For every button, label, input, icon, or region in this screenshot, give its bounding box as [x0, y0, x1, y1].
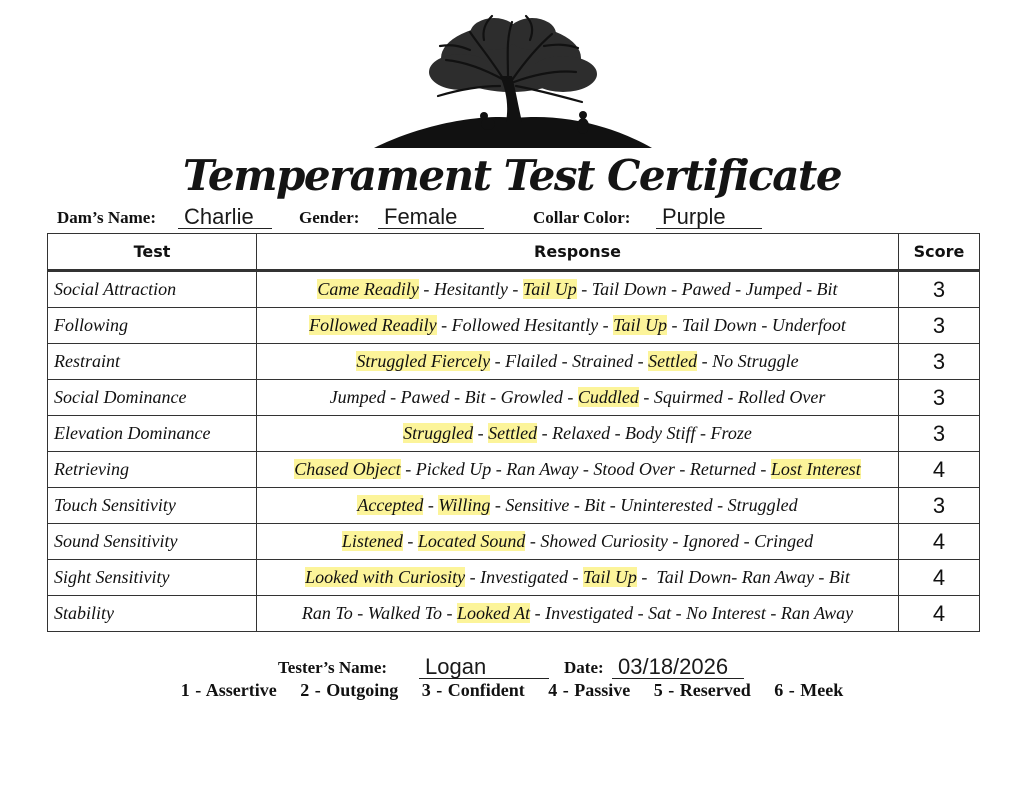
selected-response: Listened [341, 531, 403, 551]
test-name-cell: Sight Sensitivity [48, 560, 257, 596]
scale-item: 6 - Meek [774, 680, 844, 700]
score-cell: 4 [899, 560, 980, 596]
table-row [48, 308, 980, 344]
table-row [48, 452, 980, 488]
scale-item: 4 - Passive [548, 680, 631, 700]
score-cell: 3 [899, 416, 980, 452]
score-cell: 3 [899, 308, 980, 344]
dam-name-label: Dam’s Name: [57, 208, 156, 227]
response-text: - [473, 423, 489, 443]
header-score: Score [899, 234, 980, 271]
score-cell: 3 [899, 488, 980, 524]
response-cell [257, 380, 899, 416]
response-text: - Showed Curiosity - Ignored - Cringed [525, 531, 814, 551]
gender-value[interactable]: Female [378, 205, 484, 229]
scale-item: 2 - Outgoing [300, 680, 399, 700]
response-text: - Investigated - Sat - No Interest - Ran Away [530, 603, 854, 623]
response-cell [257, 452, 899, 488]
response-text: - [423, 495, 439, 515]
selected-response: Settled [648, 351, 698, 371]
selected-response: Tail Up [613, 315, 667, 335]
response-cell [257, 416, 899, 452]
table-row [48, 271, 980, 308]
selected-response: Struggled Fiercely [356, 351, 491, 371]
dam-name-field [57, 203, 272, 229]
test-name-cell: Sound Sensitivity [48, 524, 257, 560]
collar-color-field [533, 203, 763, 229]
collar-color-label: Collar Color: [533, 208, 631, 227]
score-cell: 4 [899, 524, 980, 560]
response-text: - Sensitive - Bit - Uninterested - Struggled [490, 495, 798, 515]
table-row [48, 524, 980, 560]
response-cell [257, 271, 899, 308]
date-label: Date: [564, 658, 604, 677]
response-text: - Tail Down- Ran Away - Bit [636, 567, 850, 587]
table-row [48, 596, 980, 632]
collar-color-value[interactable]: Purple [656, 205, 762, 229]
test-name-cell: Restraint [48, 344, 257, 380]
test-name-cell: Elevation Dominance [48, 416, 257, 452]
test-name-cell: Retrieving [48, 452, 257, 488]
response-text: - Relaxed - Body Stiff - Froze [537, 423, 752, 443]
selected-response: Came Readily [317, 279, 419, 299]
scale-item: 1 - Assertive [180, 680, 277, 700]
tester-name-label: Tester’s Name: [278, 658, 388, 677]
header-response: Response [257, 234, 899, 271]
response-text: Jumped - Pawed - Bit - Growled - [329, 387, 578, 407]
response-text: - Tail Down - Pawed - Jumped - Bit [576, 279, 838, 299]
selected-response: Tail Up [583, 567, 637, 587]
selected-response: Looked At [456, 603, 531, 623]
test-name-cell: Following [48, 308, 257, 344]
table-row [48, 560, 980, 596]
table-row [48, 380, 980, 416]
response-text: Ran To - Walked To - [301, 603, 457, 623]
response-text: - No Struggle [697, 351, 799, 371]
score-cell: 4 [899, 596, 980, 632]
test-name-cell: Social Dominance [48, 380, 257, 416]
response-text: - Hesitantly - [418, 279, 523, 299]
scale-item: 3 - Confident [421, 680, 525, 700]
date-value[interactable]: 03/18/2026 [612, 655, 744, 679]
response-cell [257, 524, 899, 560]
selected-response: Lost Interest [770, 459, 861, 479]
selected-response: Located Sound [417, 531, 526, 551]
selected-response: Willing [438, 495, 491, 515]
score-scale-legend [0, 680, 1024, 701]
response-text: - Squirmed - Rolled Over [638, 387, 826, 407]
score-cell: 3 [899, 380, 980, 416]
score-cell: 4 [899, 452, 980, 488]
table-row [48, 416, 980, 452]
response-cell [257, 560, 899, 596]
selected-response: Followed Readily [309, 315, 437, 335]
response-cell [257, 596, 899, 632]
dog-info-fields [57, 203, 977, 229]
test-name-cell: Touch Sensitivity [48, 488, 257, 524]
temperament-table [47, 233, 980, 632]
score-cell: 3 [899, 271, 980, 308]
gender-label: Gender: [299, 208, 360, 227]
certificate-title: Temperament Test Certificate [182, 151, 842, 200]
response-cell [257, 308, 899, 344]
response-text: - Followed Hesitantly - [436, 315, 614, 335]
tree-with-dogs-silhouette-icon [366, 10, 656, 155]
selected-response: Struggled [403, 423, 474, 443]
selected-response: Settled [488, 423, 538, 443]
response-cell [257, 344, 899, 380]
response-text: - Picked Up - Ran Away - Stood Over - Returned - [400, 459, 771, 479]
table-row [48, 488, 980, 524]
header-test: Test [48, 234, 257, 271]
table-row [48, 344, 980, 380]
gender-field [299, 203, 485, 229]
dam-name-value[interactable]: Charlie [178, 205, 272, 229]
score-cell: 3 [899, 344, 980, 380]
test-name-cell: Stability [48, 596, 257, 632]
response-text: - Flailed - Strained - [490, 351, 649, 371]
selected-response: Accepted [357, 495, 424, 515]
tester-name-value[interactable]: Logan [419, 655, 549, 679]
table-header-row [48, 234, 980, 271]
response-text: - Investigated - [465, 567, 584, 587]
scale-item: 5 - Reserved [653, 680, 751, 700]
selected-response: Tail Up [522, 279, 577, 299]
test-name-cell: Social Attraction [48, 271, 257, 308]
selected-response: Cuddled [577, 387, 639, 407]
response-text: - [402, 531, 418, 551]
response-text: - Tail Down - Underfoot [666, 315, 846, 335]
tester-fields [278, 651, 758, 679]
selected-response: Chased Object [294, 459, 401, 479]
selected-response: Looked with Curiosity [305, 567, 466, 587]
response-cell [257, 488, 899, 524]
